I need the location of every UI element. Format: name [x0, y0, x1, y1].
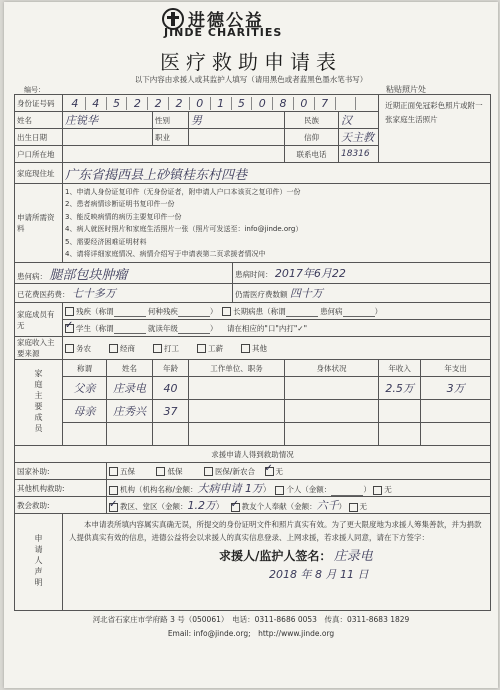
id-digit[interactable]: 0	[189, 97, 210, 110]
col-work: 工作单位、职务	[189, 360, 285, 377]
signature-date: 2018 年 8 月 11 日	[269, 568, 369, 581]
spent-label: 已花费医药费：	[17, 290, 70, 299]
col-health: 身体状况	[285, 360, 379, 377]
required-docs-label: 申请所需资料	[15, 184, 63, 263]
family-cell[interactable]	[107, 400, 153, 423]
family-cell[interactable]	[379, 377, 421, 400]
income-value: 2.5万	[385, 382, 414, 395]
id-digit[interactable]: 4	[85, 97, 106, 110]
mark-hint: 请在相应的"口"内打"✓"	[226, 323, 308, 333]
declaration-side-text: 申请人声明	[34, 533, 43, 589]
fill-notice: 以下内容由求援人或其监护人填写（请用黑色或者蓝黑色墨水笔书写）	[134, 75, 368, 84]
contact-label: 联系电话	[285, 146, 339, 163]
disability-type-label: 何种残疾	[147, 306, 178, 316]
national-option-checkbox[interactable]	[265, 467, 274, 476]
org-aid-label: 机构（机构名称/金额：	[120, 485, 198, 494]
declaration-body	[63, 514, 491, 611]
ethnicity-field[interactable]	[339, 112, 379, 129]
long-ill-type-label: 患何病	[320, 306, 343, 316]
national-option-checkbox[interactable]	[156, 467, 165, 476]
id-number-field[interactable]	[63, 95, 379, 112]
application-form-page	[4, 2, 498, 688]
family-cell[interactable]	[189, 423, 285, 446]
friends-aid-value: 六千	[316, 499, 339, 512]
long-ill-checkbox[interactable]	[222, 307, 231, 316]
photo-area-title: 粘贴照片处	[386, 85, 426, 94]
id-number-label: 身份证号码	[15, 95, 63, 112]
needed-label: 仍需医疗费数额	[235, 290, 288, 299]
ethnicity-value: 汉	[341, 114, 352, 127]
income-option-checkbox[interactable]	[153, 344, 162, 353]
income-option-label: 其他	[252, 343, 267, 353]
address-value: 广东省揭西县上砂镇桂东村四巷	[65, 167, 248, 183]
student-row: ✓学生（称谓 就读年级 ） 请在相应的"口"内打"✓"	[63, 320, 491, 337]
footer-address: 河北省石家庄市学府路 3 号（050061） 电话：0311-8686 0053 传真：0311-8683 1829	[92, 615, 410, 624]
national-aid-label: 国家补助:	[15, 463, 107, 480]
id-digit[interactable]: 4	[71, 96, 79, 110]
national-option-label: 无	[275, 466, 284, 476]
aid-section-heading: 求援申请人得到救助情况	[15, 446, 491, 463]
no-church-aid-checkbox[interactable]	[349, 503, 358, 512]
onset-value: 2017年6月22	[274, 267, 346, 280]
no-other-aid-label: 无	[384, 485, 392, 494]
national-aid-options	[107, 463, 491, 480]
illness-value: 腿部包块肿瘤	[49, 267, 128, 283]
required-doc-item: 5、需要经济困难证明材料	[65, 237, 147, 246]
gender-field[interactable]	[189, 112, 285, 129]
parish-aid-value: 1.2万	[187, 499, 216, 512]
family-cell[interactable]	[421, 423, 491, 446]
disability-label: 残疾（称谓	[76, 306, 114, 316]
relation-value: 父亲	[73, 382, 96, 395]
religion-field[interactable]	[339, 129, 379, 146]
id-digit[interactable]: 7	[314, 97, 335, 110]
contact-field[interactable]	[339, 146, 379, 163]
illness-field[interactable]	[15, 263, 233, 284]
required-docs-list	[63, 184, 491, 263]
income-option-checkbox[interactable]	[109, 344, 118, 353]
page-title: 医疗救助申请表	[160, 50, 342, 74]
long-ill-label: 长期病患（称谓	[233, 306, 286, 316]
family-cell[interactable]	[153, 400, 189, 423]
family-cell[interactable]	[63, 377, 107, 400]
grade-label: 就读年级	[147, 323, 178, 333]
parish-aid-checkbox[interactable]	[109, 503, 118, 512]
id-digit[interactable]: 5	[106, 97, 127, 110]
expense-value: 3万	[446, 382, 465, 395]
date-row	[269, 568, 484, 582]
family-members-label: 家庭成员有无	[15, 303, 63, 337]
residence-label: 户口所在地	[15, 146, 63, 163]
org-aid-value: 大病申请 1万	[197, 482, 264, 495]
org-aid-checkbox[interactable]	[109, 486, 118, 495]
address-field[interactable]	[63, 163, 491, 184]
required-doc-item: 4、请将详细家庭情况、病情介绍写于申请表第二页求援者情况中	[65, 250, 266, 258]
family-cell[interactable]	[379, 423, 421, 446]
age-value: 37	[163, 404, 178, 418]
family-table-side-label	[15, 360, 63, 446]
member-name-value: 庄录电	[113, 382, 146, 395]
relation-value: 母亲	[73, 405, 96, 418]
family-cell[interactable]	[285, 400, 379, 423]
national-option-checkbox[interactable]	[109, 467, 118, 476]
member-name-value: 庄秀兴	[113, 405, 146, 418]
declaration-side-label	[15, 514, 63, 611]
onset-field[interactable]	[233, 263, 491, 284]
family-cell[interactable]	[107, 423, 153, 446]
id-digit[interactable]: 2	[126, 97, 147, 110]
family-cell[interactable]	[63, 400, 107, 423]
id-digit[interactable]: 5	[231, 97, 252, 110]
needed-value: 四十万	[289, 287, 323, 300]
family-cell[interactable]	[189, 377, 285, 400]
birth-date-field[interactable]	[63, 129, 153, 146]
family-cell[interactable]	[153, 377, 189, 400]
birth-date-label: 出生日期	[15, 129, 63, 146]
national-option-checkbox[interactable]	[204, 467, 213, 476]
photo-placeholder[interactable]	[379, 95, 491, 163]
disability-row: 残疾（称谓 何种残疾 ） 长期病患（称谓 患何病 ）	[63, 303, 491, 320]
id-digit[interactable]	[335, 97, 356, 110]
application-table	[14, 94, 491, 611]
person-aid-checkbox[interactable]	[275, 486, 284, 495]
name-label: 姓名	[15, 112, 63, 129]
required-doc-item: 2、患者病情诊断证明书复印件一份	[65, 200, 175, 208]
national-option-label: 医保/新农合	[214, 466, 255, 476]
id-digit[interactable]: 0	[251, 97, 272, 110]
id-digit[interactable]: 1	[210, 97, 231, 110]
logo-chinese: 进德公益	[188, 11, 264, 31]
no-other-aid-checkbox[interactable]	[373, 486, 382, 495]
family-cell[interactable]	[153, 423, 189, 446]
signature-label: 求援人/监护人签名：	[219, 549, 332, 563]
person-aid-label: 个人（金额：	[286, 485, 332, 494]
family-row-2	[15, 400, 491, 423]
col-relation: 称谓	[63, 360, 107, 377]
family-cell[interactable]	[189, 400, 285, 423]
needed-field[interactable]	[233, 284, 491, 303]
family-cell[interactable]	[421, 400, 491, 423]
family-row-1	[15, 377, 491, 400]
income-source-label: 家庭收入主要来源	[15, 337, 63, 360]
family-cell[interactable]	[285, 377, 379, 400]
required-doc-item: 3、能反映病情的病历主要复印件一份	[65, 212, 182, 221]
other-aid-options: 机构（机构名称/金额：大病申请 1万） 个人（金额： ） 无	[107, 480, 491, 497]
declaration-text: 本申请表所填内容属实真确无误，所提交的身份证明文件和照片真实有效。为了更大限度地为求援人筹集善款，并为捐款人提供真实有效的信息，进德公益将会以求援人的真实信息登录、上网求援，若求援人同意，请在下方签字：	[69, 520, 482, 542]
religion-value: 天主教	[341, 131, 374, 144]
national-option-label: 低保	[167, 466, 183, 476]
income-option-label: 经商	[120, 343, 135, 353]
age-value: 40	[163, 381, 178, 395]
income-option-label: 工薪	[208, 343, 223, 353]
address-label: 家庭现住址	[15, 163, 63, 184]
ethnicity-label: 民族	[285, 112, 339, 129]
col-income: 年收入	[379, 360, 421, 377]
family-cell[interactable]	[379, 400, 421, 423]
income-source-options	[63, 337, 491, 360]
family-side-text: 家庭主要成员	[34, 368, 43, 435]
friends-aid-label: 教友个人奉献（金额：	[241, 502, 317, 511]
family-cell[interactable]	[63, 423, 107, 446]
col-age: 年龄	[153, 360, 189, 377]
gender-value: 男	[191, 114, 202, 127]
income-option-label: 打工	[164, 343, 179, 353]
name-value: 庄锐华	[65, 114, 98, 127]
residence-field[interactable]	[63, 146, 285, 163]
parish-aid-label: 教区、堂区（金额：	[120, 502, 188, 511]
student-checkbox[interactable]	[65, 324, 74, 333]
photo-note: 近期正面免冠彩色照片或附一张家庭生活照片	[385, 101, 483, 124]
family-cell[interactable]	[285, 423, 379, 446]
family-row-3	[15, 423, 491, 446]
name-field[interactable]	[63, 112, 153, 129]
signature-row	[219, 550, 484, 564]
signature-value: 庄录电	[333, 549, 373, 564]
income-option-label: 务农	[76, 343, 91, 353]
onset-label: 患病时间：	[235, 270, 273, 279]
id-digit[interactable]	[355, 97, 376, 110]
family-cell[interactable]	[421, 377, 491, 400]
id-digit[interactable]: 2	[168, 97, 189, 110]
spent-field[interactable]	[15, 284, 233, 303]
id-digit[interactable]: 2	[147, 97, 168, 110]
job-field[interactable]	[189, 129, 285, 146]
student-label: 学生（称谓	[76, 323, 114, 333]
logo-english: JINDE CHARITIES	[164, 26, 283, 39]
id-digit[interactable]: 8	[272, 97, 293, 110]
serial-number-label: 编号：	[24, 86, 45, 94]
job-label: 职业	[153, 129, 189, 146]
id-digit[interactable]: 0	[293, 97, 314, 110]
friends-aid-checkbox[interactable]	[231, 503, 240, 512]
church-aid-options: ✓ 教区、堂区（金额：1.2万） ✓教友个人奉献（金额：六千） 无	[107, 497, 491, 514]
footer-contact: Email: info@jinde.org; http://www.jinde.org	[167, 629, 335, 638]
income-option-checkbox[interactable]	[197, 344, 206, 353]
other-aid-label: 其他机构救助:	[15, 480, 107, 497]
religion-label: 信仰	[285, 129, 339, 146]
col-name: 姓名	[107, 360, 153, 377]
church-aid-label: 教会救助:	[15, 497, 107, 514]
required-doc-item: 4、病人就医时照片和家庭生活照片一张（照片可发送至：info@jinde.org）	[65, 225, 303, 233]
disability-checkbox[interactable]	[65, 307, 74, 316]
national-option-label: 五保	[120, 466, 135, 476]
illness-label: 患何病：	[17, 271, 47, 281]
no-church-aid-label: 无	[359, 502, 368, 511]
income-option-checkbox[interactable]	[65, 344, 74, 353]
contact-value: 18316	[341, 149, 370, 159]
col-expense: 年支出	[421, 360, 491, 377]
income-option-checkbox[interactable]	[241, 344, 250, 353]
gender-label: 性别	[153, 112, 189, 129]
family-cell[interactable]	[107, 377, 153, 400]
required-doc-item: 1、申请人身份证复印件（无身份证者，附申请人户口本该页之复印件）一份	[65, 187, 301, 196]
spent-value: 七十多万	[71, 287, 116, 300]
